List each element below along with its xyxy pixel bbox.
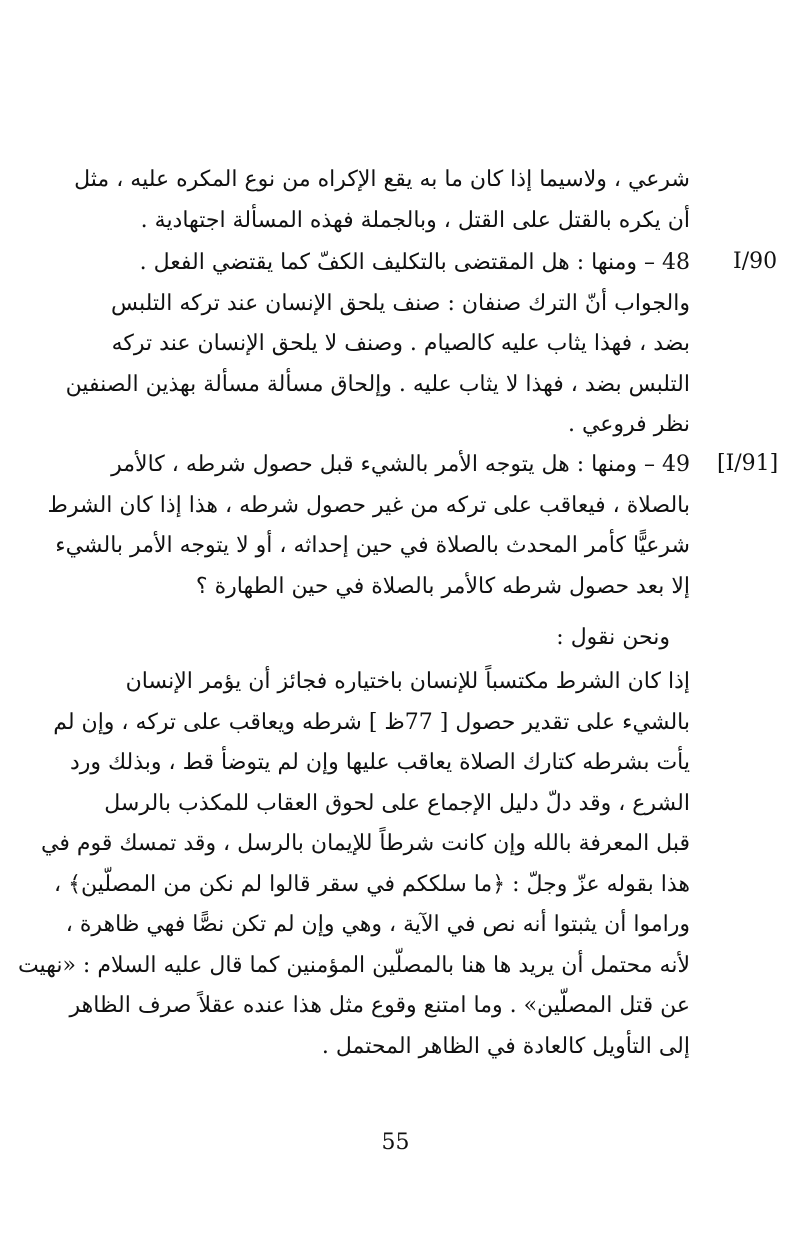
- text-line: هذا بقوله عزّ وجلّ : ﴿ما سلككم في سقر قالوا لم نكن من المصلّين﴾ ،: [53, 871, 690, 897]
- margin-reference-i-90: I/90: [733, 249, 778, 274]
- paragraph-2: [47, 445, 690, 607]
- paragraph-4: [17, 662, 690, 1067]
- text-line: شرعيًّا كأمر المحدث بالصلاة في حين إحداثه ، أو لا يتوجه الأمر بالشيء: [55, 533, 690, 558]
- text-line: أن يكره بالقتل على القتل ، وبالجملة فهذه المسألة اجتهادية .: [140, 207, 690, 233]
- text-line: الشرع ، وقد دلّ دليل الإجماع على لحوق العقاب للمكذب بالرسل: [104, 790, 690, 816]
- margin-reference-i-91: [I/91]: [717, 451, 779, 476]
- paragraph-0: [74, 160, 690, 241]
- page-number: 55: [381, 1130, 410, 1155]
- text-line: إلى التأويل كالعادة في الظاهر المحتمل .: [321, 1033, 690, 1059]
- text-line: والجواب أنّ الترك صنفان : صنف يلحق الإنسان عند تركه التلبس: [110, 290, 690, 316]
- text-line: قبل المعرفة بالله وإن كانت شرطاً للإيمان بالرسل ، وقد تمسك قوم في: [41, 831, 690, 856]
- text-line: شرعي ، ولاسيما إذا كان ما به يقع الإكراه من نوع المكره عليه ، مثل: [74, 167, 690, 192]
- paragraph-1: [65, 243, 690, 446]
- text-line: وراموا أن يثبتوا أنه نص في الآية ، وهي وإن لم تكن نصًّا فهي ظاهرة ،: [65, 912, 690, 937]
- text-line: يأت بشرطه كتارك الصلاة يعاقب عليها وإن لم يتوضأ قط ، وبذلك ورد: [69, 750, 690, 775]
- text-line: 49 – ومنها : هل يتوجه الأمر بالشيء قبل حصول شرطه ، كالأمر: [111, 452, 690, 477]
- text-line: إلا بعد حصول شرطه كالأمر بالصلاة في حين الطهارة ؟: [195, 573, 690, 599]
- text-line: عن قتل المصلّين» . وما امتنع وقوع مثل هذا عنده عقلاً صرف الظاهر: [69, 993, 690, 1018]
- text-line: إذا كان الشرط مكتسباً للإنسان باختياره فجائز أن يؤمر الإنسان: [125, 669, 690, 694]
- text-line: نظر فروعي .: [567, 412, 690, 437]
- text-line: بالصلاة ، فيعاقب على تركه من غير حصول شرطه ، هذا إذا كان الشرط: [47, 492, 690, 518]
- text-line: بالشيء على تقدير حصول [ 77ظ ] شرطه ويعاقب على تركه ، وإن لم: [53, 709, 690, 735]
- paragraph-3: [112, 618, 690, 659]
- text-line: لأنه محتمل أن يريد ها هنا بالمصلّين المؤمنين كما قال عليه السلام : «نهيت: [17, 952, 690, 978]
- text-line: 48 – ومنها : هل المقتضى بالتكليف الكفّ كما يقتضي الفعل .: [139, 250, 690, 275]
- text-line: بضد ، فهذا يثاب عليه كالصيام . وصنف لا يلحق الإنسان عند تركه: [111, 331, 690, 356]
- text-line: ونحن نقول :: [556, 625, 670, 650]
- text-line: التلبس بضد ، فهذا لا يثاب عليه . وإلحاق مسألة مسألة بهذين الصنفين: [65, 371, 690, 397]
